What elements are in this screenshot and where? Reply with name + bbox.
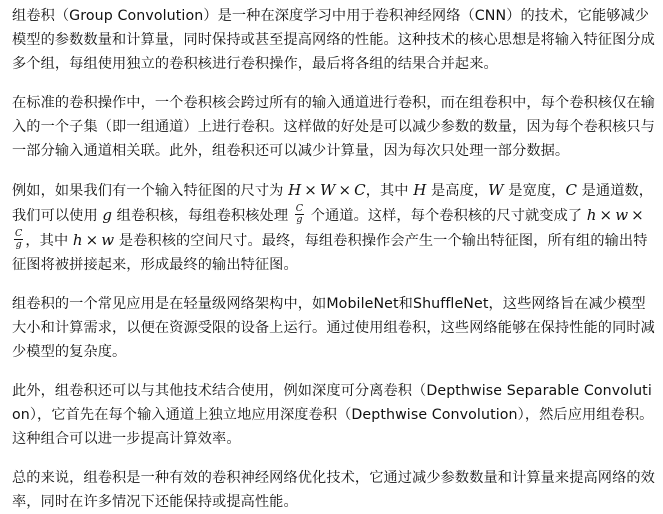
example-text-6: 组卷积核，每组卷积核处理 [112,208,293,224]
math-input-size: H × W × C [288,181,366,199]
math-spatial-size: h × w [72,231,115,249]
example-text-4: 是宽度， [503,183,566,199]
math-kernel-size: h × w × [586,206,644,224]
math-fraction-c-over-g: $\frac{C}{g}$ [295,202,304,225]
example-text-9: 是卷积核的空间尺寸。最终，每组卷积操作会产生一个输出特征图，所有组的输出特征图将被拼接起来，形成最终的输出特征图。 [12,233,648,273]
example-text-5: 是通道数，我们可以使用 [12,183,654,224]
math-groups: g [102,206,113,224]
math-channels: C [565,181,578,199]
paragraph-summary: 总的来说，组卷积是一种有效的卷积神经网络优化技术，它通过减少参数数量和计算量来提高网络的效率，同时在许多情况下还能保持或提高性能。 [12,470,655,510]
paragraph-standard-vs-group: 在标准的卷积操作中，一个卷积核会跨过所有的输入通道进行卷积，而在组卷积中，每个卷积核仅在输入的一个子集（即一组通道）上进行卷积。这样做的好处是可以减少参数的数量，因为每个卷积核只与一部分输入通道相关联。此外，组卷积还可以减少计算量，因为每次只处理一部分数据。 [12,95,655,159]
example-text-3: 是高度， [426,183,489,199]
example-text-7: 个通道。这样，每个卷积核的尺寸就变成了 [306,208,587,224]
paragraph-combination: 此外，组卷积还可以与其他技术结合使用，例如深度可分离卷积（Depthwise Separable Convolution），它首先在每个输入通道上独立地应用深度卷积（Depthwise Convolution），然后应用组卷积。这种组合可以进一步提高计算效率。 [12,383,654,447]
math-fraction-c-over-g-2: $\frac{C}{g}$ [15,227,23,250]
example-text-8: ，其中 [25,233,73,249]
math-height: H [413,181,427,199]
paragraph-intro: 组卷积（Group Convolution）是一种在深度学习中用于卷积神经网络（CNN）的技术，它能够减少模型的参数数量和计算量，同时保持或甚至提高网络的性能。这种技术的核心思想是将输入特征图分成多个组，每组使用独立的卷积核进行卷积操作，最后将各组的结果合并起来。 [12,8,655,72]
paragraph-applications: 组卷积的一个常见应用是在轻量级网络架构中，如MobileNet和ShuffleNet，这些网络旨在减少模型大小和计算需求，以便在资源受限的设备上运行。通过使用组卷积，这些网络能够在保持性能的同时减少模型的复杂度。 [12,296,655,360]
example-text-1: 例如，如果我们有一个输入特征图的尺寸为 [12,183,289,199]
example-text-2: ，其中 [365,183,414,199]
math-width: W [488,181,504,199]
paragraph-example [12,178,657,277]
